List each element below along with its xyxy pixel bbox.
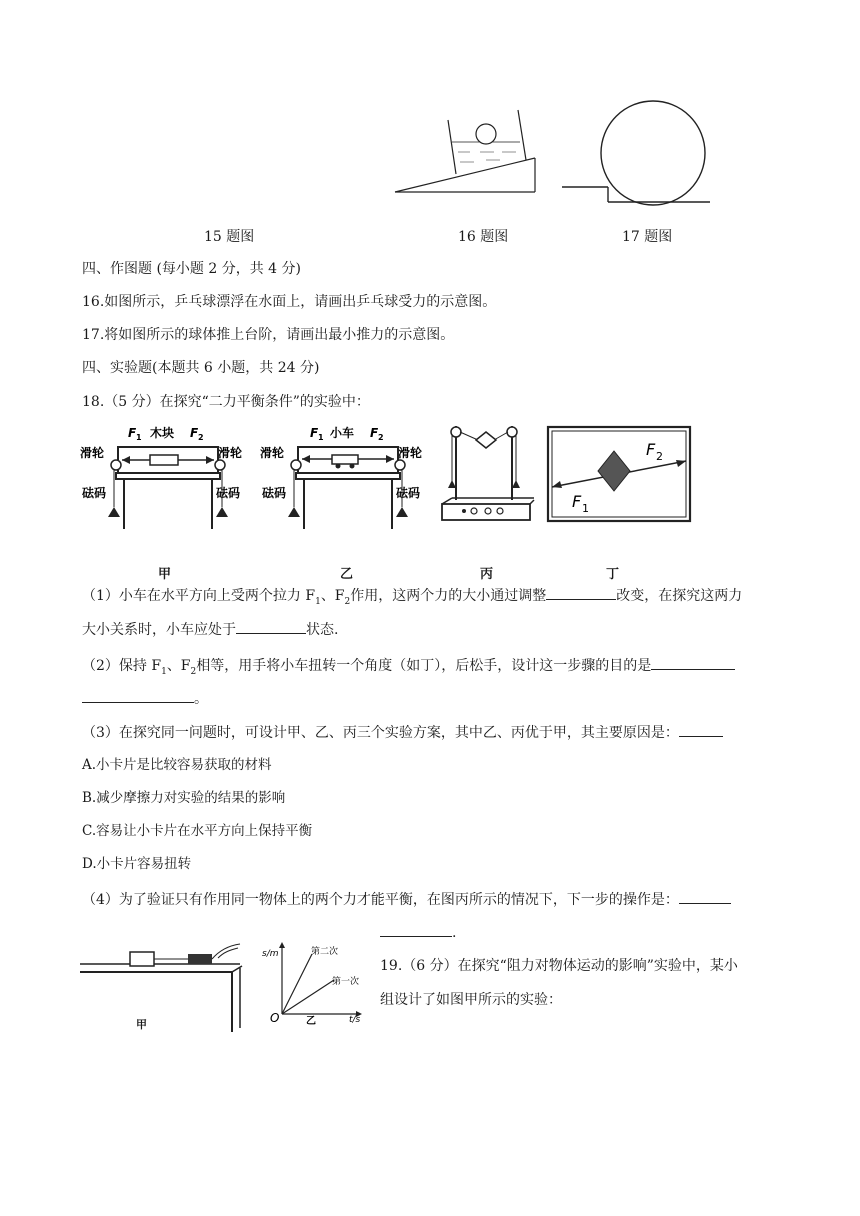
question-18-3: （3）在探究同一问题时，可设计甲、乙、丙三个实验方案，其中乙、丙优于甲，其主要原因是： [82,722,723,743]
section-heading-drawing: 四、作图题 (每小题 2 分，共 4 分) [82,261,301,277]
answer-blank-18-2b[interactable] [82,688,194,703]
question-17: 17.将如图所示的球体推上台阶，请画出最小推力的示意图。 [82,327,455,343]
question-18-4-cont: . [380,922,456,943]
question-18-1-line1: （1）小车在水平方向上受两个拉力 $F_1$、$F_2$作用，这两个力的大小通过调整 改变，在探究这两力 [82,585,742,612]
fig18a-f2-sub: 2 [198,433,204,442]
fig17-diagram [560,98,720,210]
fig18-caption-d: 丁 [606,567,620,582]
fig18-caption-a: 甲 [158,567,172,582]
fig18-b-diagram [260,425,428,530]
option-c: C.容易让小卡片在水平方向上保持平衡 [82,823,313,839]
caption-fig16: 16 题图 [458,229,509,245]
fig19-x-axis-label: t/s [349,1015,361,1025]
fig18d-f1-sub: 1 [582,502,589,515]
option-d: D.小卡片容易扭转 [82,856,192,872]
answer-blank-18-1b[interactable] [236,619,306,634]
answer-blank-18-2a[interactable] [651,655,735,670]
fig18a-f2-label: F [190,426,199,440]
answer-blank-18-3[interactable] [679,722,723,737]
fig18b-cart-label: 小车 [330,426,355,440]
fig18b-f2-sub: 2 [378,433,384,442]
fig18a-block-label: 木块 [150,426,175,440]
question-18-2-line1: （2）保持 $F_1$、$F_2$相等，用手将小车扭转一个角度（如丁），后松手，设计这一步骤的目的是 [82,655,735,682]
fig16-diagram [390,108,550,198]
question-16: 16.如图所示，乒乓球漂浮在水面上，请画出乒乓球受力的示意图。 [82,294,497,310]
question-19-line2: 组设计了如图甲所示的实验： [380,992,562,1008]
fig19-origin: O [270,1011,280,1025]
caption-fig15: 15 题图 [204,229,255,245]
question-19-line1: 19.（6 分）在探究“阻力对物体运动的影响”实验中，某小 [380,958,738,974]
fig18a-pulley-left: 滑轮 [80,446,105,460]
fig18-c-diagram [438,420,538,530]
question-18-1-line2: 大小关系时，小车应处于 状态. [82,619,338,640]
fig18d-f2-sub: 2 [656,450,663,463]
fig18a-weight-right: 砝码 [216,486,241,500]
fig19-a-diagram [80,942,260,1034]
fig19-y-axis-label: s/m [262,949,279,959]
fig19-caption-b: 乙 [306,1016,316,1027]
option-a: A.小卡片是比较容易获取的材料 [82,757,272,773]
fig18a-f1-label: F [128,426,137,440]
fig18-a-diagram [80,425,248,530]
fig18d-f1-label: F [572,492,582,511]
answer-blank-18-4b[interactable] [380,922,452,937]
fig18b-pulley-right: 滑轮 [398,446,423,460]
section-heading-experiment: 四、实验题(本题共 6 小题，共 24 分) [82,360,320,376]
fig18b-f1-label: F [310,426,319,440]
fig19-b-diagram [262,940,374,1030]
fig19-line-first: 第一次 [332,977,360,987]
fig18a-pulley-right: 滑轮 [218,446,243,460]
fig19-line-second: 第二次 [311,947,339,957]
fig18d-f2-label: F [646,440,656,459]
answer-blank-18-1a[interactable] [546,585,616,600]
question-18-stem: 18.（5 分）在探究“二力平衡条件”的实验中： [82,394,370,410]
fig18a-f1-sub: 1 [136,433,142,442]
caption-fig17: 17 题图 [622,229,673,245]
fig18b-f2-label: F [370,426,379,440]
fig18-caption-b: 乙 [340,567,354,582]
fig18b-weight-right: 砝码 [396,486,421,500]
question-18-2-line2: 。 [82,688,208,709]
fig18b-weight-left: 砝码 [262,486,287,500]
question-18-4: （4）为了验证只有作用同一物体上的两个力才能平衡，在图丙所示的情况下，下一步的操作是： [82,889,731,910]
fig18-caption-c: 丙 [480,567,494,582]
answer-blank-18-4a[interactable] [679,889,731,904]
fig18b-pulley-left: 滑轮 [260,446,285,460]
fig18a-weight-left: 砝码 [82,486,107,500]
fig18b-f1-sub: 1 [318,433,324,442]
fig19-caption-a: 甲 [136,1018,147,1031]
option-b: B.减少摩擦力对实验的结果的影响 [82,790,286,806]
fig18-d-diagram [546,425,694,525]
